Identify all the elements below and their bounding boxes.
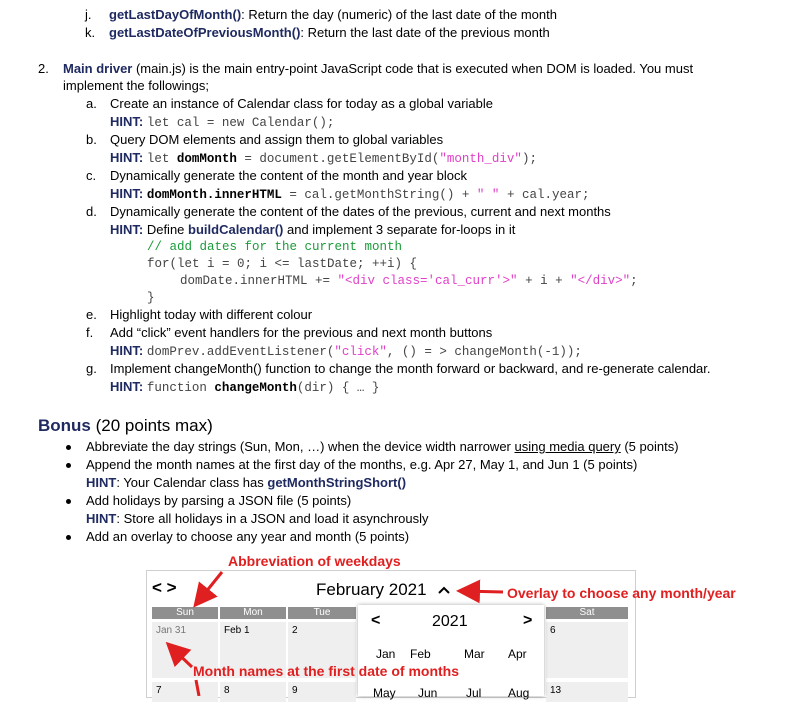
bonus-text: (5 points) bbox=[620, 439, 679, 454]
annotation-overlay: Overlay to choose any month/year bbox=[507, 585, 736, 601]
overlay-prev-button[interactable]: < bbox=[371, 612, 381, 629]
method-name: getLastDayOfMonth() bbox=[109, 7, 242, 22]
day-header: Sun bbox=[152, 607, 218, 619]
hint-label: HINT: bbox=[110, 379, 144, 394]
step-e-text: Highlight today with different colour bbox=[110, 307, 313, 322]
hint-label: HINT: bbox=[110, 114, 144, 129]
month-option[interactable]: Apr bbox=[508, 647, 527, 661]
date-cell: 2 bbox=[288, 622, 356, 678]
step-c-text: Dynamically generate the content of the month and year block bbox=[110, 168, 467, 183]
bonus-item-4: Add an overlay to choose any year and month (5 points) bbox=[86, 529, 410, 544]
annotation-months: Month names at the first date of months bbox=[193, 663, 460, 679]
code: = cal.getMonthString() + bbox=[281, 188, 477, 202]
code: + cal.year; bbox=[499, 188, 590, 202]
hint-label: HINT: bbox=[110, 150, 144, 165]
code: function bbox=[146, 381, 215, 395]
date-cell: 6 bbox=[546, 622, 628, 678]
hint-text: : Store all holidays in a JSON and load it asynchrously bbox=[116, 511, 429, 526]
arrow-months-down bbox=[196, 680, 199, 696]
item-2-line2: implement the followings; bbox=[63, 78, 209, 93]
code-for: for(let i = 0; i <= lastDate; ++i) { bbox=[147, 257, 418, 271]
hint-bold: getMonthStringShort() bbox=[267, 475, 407, 490]
date-cell: 7 bbox=[152, 682, 218, 702]
code-close: } bbox=[147, 291, 155, 305]
code: domPrev.addEventListener( bbox=[146, 345, 335, 359]
list-letter: k. bbox=[85, 25, 96, 40]
bonus-points: (20 points max) bbox=[90, 416, 213, 435]
arrow-weekdays bbox=[197, 572, 222, 603]
code: ; bbox=[630, 274, 638, 288]
step-g-text: Implement changeMonth() function to change the month forward or backward, and re-generate calendar. bbox=[110, 361, 711, 376]
hint-label: HINT: bbox=[110, 186, 144, 201]
month-option[interactable]: Feb bbox=[410, 647, 431, 661]
hint-bold: buildCalendar() bbox=[188, 222, 284, 237]
date-cell: Feb 1 bbox=[220, 622, 286, 678]
hint-label: HINT bbox=[86, 475, 117, 490]
calendar-nav: < > bbox=[152, 578, 177, 597]
month-option[interactable]: Jan bbox=[376, 647, 396, 661]
month-option[interactable]: Jun bbox=[418, 686, 438, 700]
code: + i + bbox=[517, 274, 571, 288]
media-query-text: using media query bbox=[514, 439, 621, 454]
hint-text: and implement 3 separate for-loops in it bbox=[283, 222, 516, 237]
month-option[interactable]: Jul bbox=[466, 686, 482, 700]
code-bold: changeMonth bbox=[214, 381, 297, 395]
date-cell: 8 bbox=[220, 682, 286, 702]
step-d-letter: d. bbox=[86, 204, 97, 219]
bonus-text: Abbreviate the day strings (Sun, Mon, …) when the device width narrower bbox=[86, 439, 515, 454]
step-a-letter: a. bbox=[86, 96, 97, 111]
hint-text: Define bbox=[143, 222, 189, 237]
overlay-year: 2021 bbox=[432, 613, 468, 630]
code-bold: domMonth.innerHTML bbox=[146, 188, 282, 202]
code: domDate.innerHTML += bbox=[180, 274, 338, 288]
hint-label: HINT: bbox=[110, 343, 144, 358]
hint-label: HINT bbox=[86, 511, 117, 526]
step-f-letter: f. bbox=[86, 325, 94, 340]
code: (dir) { … } bbox=[296, 381, 380, 395]
item-2-number: 2. bbox=[38, 61, 49, 76]
code-bold: domMonth bbox=[176, 152, 237, 166]
step-b-letter: b. bbox=[86, 132, 97, 147]
month-option[interactable]: May bbox=[373, 686, 396, 700]
code-string: " " bbox=[476, 188, 500, 202]
month-option[interactable]: Mar bbox=[464, 647, 485, 661]
method-desc: : Return the last date of the previous month bbox=[300, 25, 550, 40]
code-string: "month_div" bbox=[439, 152, 522, 166]
step-g-letter: g. bbox=[86, 361, 97, 376]
code-string: "<div class='cal_curr'>" bbox=[337, 274, 518, 288]
step-b-text: Query DOM elements and assign them to global variables bbox=[110, 132, 444, 147]
step-d-text: Dynamically generate the content of the dates of the previous, current and next months bbox=[110, 204, 611, 219]
arrow-months bbox=[170, 646, 192, 667]
code: = document.getElementById( bbox=[236, 152, 440, 166]
item-2-title: Main driver bbox=[63, 61, 133, 76]
date-cell: 9 bbox=[288, 682, 356, 702]
bonus-item-2: Append the month names at the first day of the months, e.g. Apr 27, May 1, and Jun 1 (5 points) bbox=[86, 457, 638, 472]
method-name: getLastDateOfPreviousMonth() bbox=[109, 25, 301, 40]
step-f-text: Add “click” event handlers for the previous and next month buttons bbox=[110, 325, 493, 340]
code: , () = > changeMonth(-1)); bbox=[386, 345, 582, 359]
code-comment: // add dates for the current month bbox=[147, 240, 403, 254]
month-option[interactable]: Aug bbox=[508, 686, 530, 700]
bonus-item-3: Add holidays by parsing a JSON file (5 points) bbox=[86, 493, 352, 508]
step-c-letter: c. bbox=[86, 168, 97, 183]
overlay-next-button[interactable]: > bbox=[523, 612, 533, 629]
code: let cal = new Calendar(); bbox=[146, 116, 335, 130]
item-2-text: (main.js) is the main entry-point JavaScript code that is executed when DOM is loaded. You must bbox=[132, 61, 694, 76]
code-string: "</div>" bbox=[570, 274, 631, 288]
day-header: Mon bbox=[220, 607, 286, 619]
list-letter: j. bbox=[85, 7, 92, 22]
calendar-month-title: February 2021 bbox=[316, 580, 427, 599]
arrow-overlay bbox=[462, 591, 503, 592]
day-header: Sat bbox=[546, 607, 628, 619]
step-e-letter: e. bbox=[86, 307, 97, 322]
date-cell: Jan 31 bbox=[152, 622, 218, 678]
day-header: Tue bbox=[288, 607, 356, 619]
code: ); bbox=[521, 152, 537, 166]
annotation-weekdays: Abbreviation of weekdays bbox=[228, 553, 401, 569]
hint-text: : Your Calendar class has bbox=[116, 475, 268, 490]
step-a-text: Create an instance of Calendar class for today as a global variable bbox=[110, 96, 493, 111]
hint-label: HINT: bbox=[110, 222, 144, 237]
method-desc: : Return the day (numeric) of the last date of the month bbox=[241, 7, 557, 22]
bonus-title: Bonus bbox=[38, 416, 91, 435]
code-string: "click" bbox=[334, 345, 387, 359]
date-cell: 13 bbox=[546, 682, 628, 702]
code: let bbox=[146, 152, 177, 166]
